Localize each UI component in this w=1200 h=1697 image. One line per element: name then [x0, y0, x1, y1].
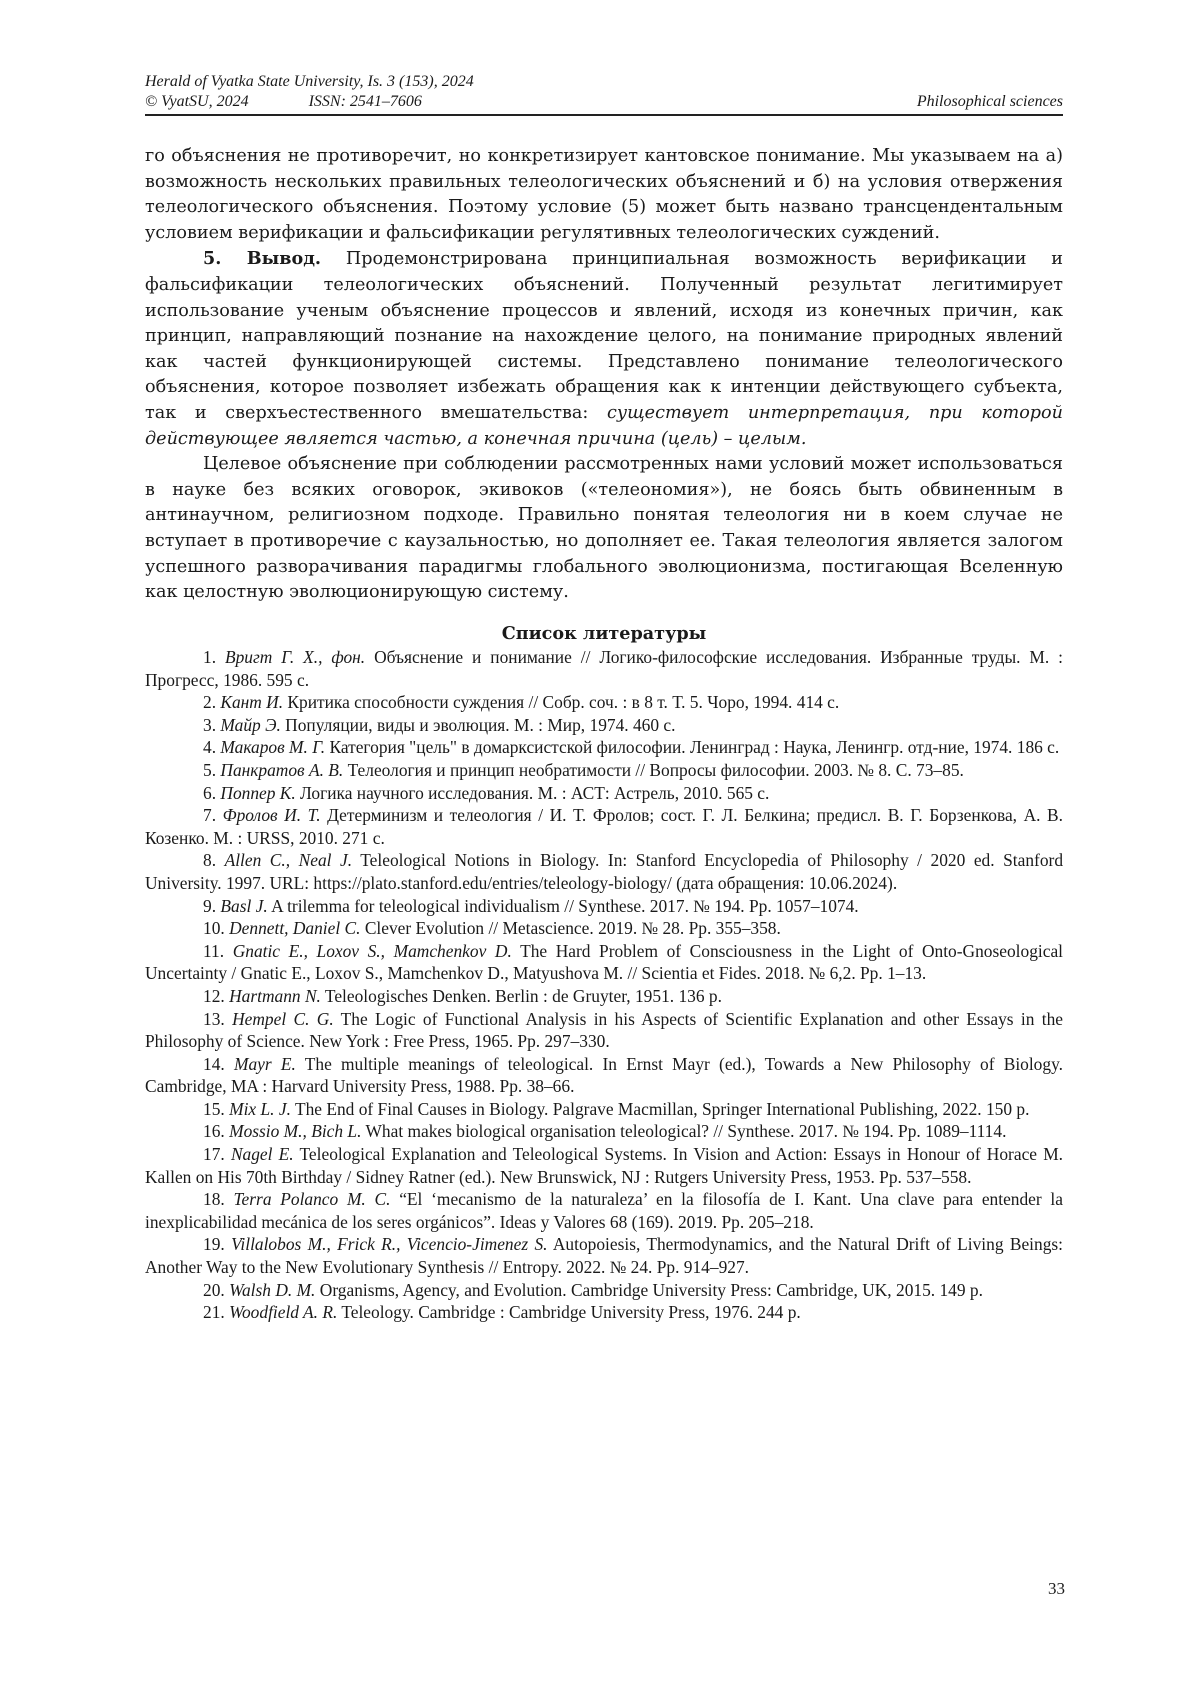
reference-item	[145, 1233, 1063, 1278]
reference-text: Объяснение и понимание // Логико-философские исследования. Избранные труды. М. : Прогресс, 1986. 595 с.	[145, 647, 1063, 690]
reference-number: 9.	[203, 895, 221, 916]
reference-text: A trilemma for teleological individualism // Synthese. 2017. № 194. Pp. 1057–1074.	[267, 895, 859, 916]
reference-number: 18.	[203, 1189, 234, 1210]
reference-item	[145, 804, 1063, 849]
reference-item	[145, 782, 1063, 805]
reference-author: Mayr E.	[233, 1053, 296, 1074]
page-number: 33	[1048, 1579, 1065, 1598]
reference-number: 7.	[203, 805, 223, 826]
reference-author: Поппер К.	[220, 782, 296, 803]
reference-author: Basl J.	[220, 895, 268, 916]
reference-text: Autopoiesis, Thermodynamics, and the Natural Drift of Living Beings: Another Way to the New Evolutionary Synthesis // Entropy. 2022. № 24. Pp. 914–927.	[145, 1234, 1063, 1278]
reference-text: Детерминизм и телеология / И. Т. Фролов; сост. Г. Л. Белкина; предисл. В. Г. Борзенкова, А. В. Козенко. М. : URSS, 2010. 271 с.	[145, 805, 1063, 848]
reference-text: The Logic of Functional Analysis in his Aspects of Scientific Explanation and other Essays in the Philosophy of Science. New York : Free Press, 1965. Pp. 297–330.	[145, 1008, 1063, 1052]
paragraph-3: Целевое объяснение при соблюдении рассмотренных нами условий может использоваться в науке без всяких оговорок, экивоков («телеономия»), не боясь быть обвиненным в антинаучном, религиозном подходе. Правильно понятая телеология ни в коем случае не вступает в противоречие с каузальностью, но дополняет ее. Такая телеология является залогом успешного разворачивания парадигмы глобального эволюционизма, постигающая Вселенную как целостную эволюционирующую систему.	[145, 454, 1063, 603]
reference-number: 13.	[203, 1008, 233, 1029]
reference-author: Nagel E.	[230, 1144, 294, 1165]
reference-author: Mix L. J.	[229, 1098, 291, 1119]
header-row-1	[145, 72, 1063, 92]
reference-item	[145, 1008, 1063, 1053]
reference-item	[145, 849, 1063, 894]
running-header	[145, 72, 1063, 112]
reference-number: 2.	[203, 692, 221, 713]
reference-text: Teleologisches Denken. Berlin : de Gruyter, 1951. 136 p.	[320, 985, 722, 1006]
reference-item	[145, 1188, 1063, 1233]
journal-title: Herald of Vyatka State University, Is. 3 (153), 2024	[145, 73, 474, 90]
reference-author: Villalobos M., Frick R., Vicencio-Jimenez S.	[231, 1234, 548, 1255]
reference-number: 17.	[203, 1144, 231, 1165]
reference-author: Кант И.	[220, 692, 284, 713]
reference-item	[145, 985, 1063, 1008]
reference-text: Телеология и принцип необратимости // Вопросы философии. 2003. № 8. С. 73–85.	[343, 759, 964, 780]
reference-text: Clever Evolution // Metascience. 2019. № 28. Pp. 355–358.	[360, 918, 781, 939]
copyright: © VyatSU, 2024	[145, 93, 249, 110]
reference-author: Макаров М. Г.	[220, 737, 326, 758]
reference-author: Hartmann N.	[229, 985, 321, 1006]
reference-item	[145, 714, 1063, 737]
reference-number: 6.	[203, 782, 221, 803]
references-title: Список литературы	[501, 623, 707, 644]
reference-number: 21.	[203, 1302, 230, 1323]
reference-item	[145, 1301, 1063, 1324]
reference-number: 16.	[203, 1121, 230, 1142]
reference-author: Hempel C. G.	[232, 1008, 334, 1029]
reference-number: 8.	[203, 850, 225, 871]
conclusion-heading: 5. Вывод.	[203, 248, 322, 270]
reference-item	[145, 1120, 1063, 1143]
reference-author: Allen C., Neal J.	[224, 850, 353, 871]
reference-item	[145, 646, 1063, 691]
reference-text: The Hard Problem of Consciousness in the Light of Onto-Gnoseological Uncertainty / Gnatic E., Loxov S., Mamchenkov D., Matyushova M. // Scientia et Fides. 2018. № 6,2. Pp. 1–13.	[145, 940, 1063, 984]
reference-text: The multiple meanings of teleological. In Ernst Mayr (ed.), Towards a New Philosophy of Biology. Cambridge, MA : Harvard University Press, 1988. Pp. 38–66.	[145, 1053, 1063, 1097]
paragraph-1: го объяснения не противоречит, но конкретизирует кантовское понимание. Мы указываем на а) возможность нескольких правильных телеологических объяснений и б) на условия отвержения телеологического объяснения. Поэтому условие (5) может быть названо трансцендентальным условием верификации и фальсификации регулятивных телеологических суждений.	[145, 146, 1063, 243]
reference-number: 14.	[203, 1053, 234, 1074]
reference-text: Organisms, Agency, and Evolution. Cambridge University Press: Cambridge, UK, 2015. 149 p.	[315, 1279, 983, 1300]
reference-item	[145, 940, 1063, 985]
section-name: Philosophical sciences	[916, 93, 1063, 110]
reference-text: Teleological Explanation and Teleological Systems. In Vision and Action: Essays in Honour of Horace M. Kallen on His 70th Birthday / Sidney Ratner (ed.). New Brunswick, NJ : Rutgers University Press, 1953. Pp. 537–558.	[145, 1144, 1064, 1187]
header-left	[145, 92, 482, 112]
reference-number: 15.	[203, 1098, 230, 1119]
reference-text: “El ‘mecanismo de la naturaleza’ en la filosofía de I. Kant. Una clave para entender la inexplicabilidad mecánica de los seres orgánicos”. Ideas y Valores 68 (169). 2019. Pp. 205–218.	[145, 1189, 1063, 1232]
reference-number: 5.	[203, 759, 221, 780]
header-rule	[145, 114, 1063, 116]
reference-author: Terra Polanco M. C.	[233, 1189, 391, 1210]
reference-text: Критика способности суждения // Собр. соч. : в 8 т. Т. 5. Чоро, 1994. 414 с.	[283, 692, 840, 713]
reference-author: Gnatic E., Loxov S., Mamchenkov D.	[232, 940, 512, 961]
reference-text: Teleology. Cambridge : Cambridge University Press, 1976. 244 p.	[337, 1302, 801, 1323]
reference-author: Walsh D. M.	[229, 1279, 316, 1300]
reference-author: Фролов И. Т.	[222, 805, 321, 826]
reference-number: 10.	[203, 918, 230, 939]
header-row-2	[145, 92, 1063, 112]
reference-author: Панкратов А. В.	[220, 759, 344, 780]
body-text	[145, 144, 1063, 606]
reference-text: Популяции, виды и эволюция. М. : Мир, 1974. 460 с.	[280, 714, 676, 735]
reference-author: Майр Э.	[220, 714, 281, 735]
reference-number: 3.	[203, 714, 221, 735]
reference-item	[145, 759, 1063, 782]
conclusion-italic: существует интерпретация, при которой действующее является частью, а конечная причина (цель) – целым.	[145, 402, 1063, 449]
reference-text: Teleological Notions in Biology. In: Stanford Encyclopedia of Philosophy / 2020 ed. Stanford University. 1997. URL: https://plato.stanford.edu/entries/teleology-biology/ (дата обращения: 10.06.2024).	[145, 850, 1064, 893]
reference-item	[145, 917, 1063, 940]
reference-number: 19.	[203, 1234, 232, 1255]
reference-text: Категория "цель" в домарксистской философии. Ленинград : Наука, Ленингр. отд-ние, 1974. 186 с.	[325, 737, 1060, 758]
reference-number: 4.	[203, 737, 221, 758]
reference-item	[145, 895, 1063, 918]
reference-number: 20.	[203, 1279, 230, 1300]
reference-author: Вригт Г. Х., фон.	[224, 647, 366, 667]
reference-author: Dennett, Daniel C.	[229, 918, 361, 939]
reference-number: 12.	[203, 985, 230, 1006]
reference-item	[145, 1098, 1063, 1121]
reference-number: 11.	[203, 940, 233, 961]
reference-text: Логика научного исследования. М. : АСТ: Астрель, 2010. 565 с.	[295, 782, 770, 803]
reference-item	[145, 736, 1063, 759]
paragraph-conclusion	[145, 246, 1063, 452]
reference-text: What makes biological organisation teleological? // Synthese. 2017. № 194. Pp. 1089–1114.	[361, 1121, 1007, 1142]
reference-text: The End of Final Causes in Biology. Palgrave Macmillan, Springer International Publishing, 2022. 150 p.	[290, 1098, 1030, 1119]
reference-author: Mossio M., Bich L.	[229, 1121, 362, 1142]
reference-author: Woodfield A. R.	[229, 1302, 338, 1323]
reference-item	[145, 1143, 1063, 1188]
reference-item	[145, 1279, 1063, 1302]
reference-item	[145, 1053, 1063, 1098]
conclusion-text: Продемонстрирована принципиальная возможность верификации и фальсификации телеологических объяснений. Полученный результат легитимирует использование ученым объяснение процессов и явлений, исходя из конечных причин, как принцип, направляющий познание на нахождение целого, на понимание природных явлений как частей функционирующей системы. Представлено понимание телеологического объяснения, которое позволяет избежать обращения как к интенции действующего субъекта, так и сверхъестественного вмешательства:	[145, 249, 1064, 423]
reference-number: 1.	[203, 647, 225, 667]
references-list	[145, 646, 1063, 1324]
issn: ISSN: 2541–7606	[308, 93, 422, 110]
reference-item	[145, 691, 1063, 714]
